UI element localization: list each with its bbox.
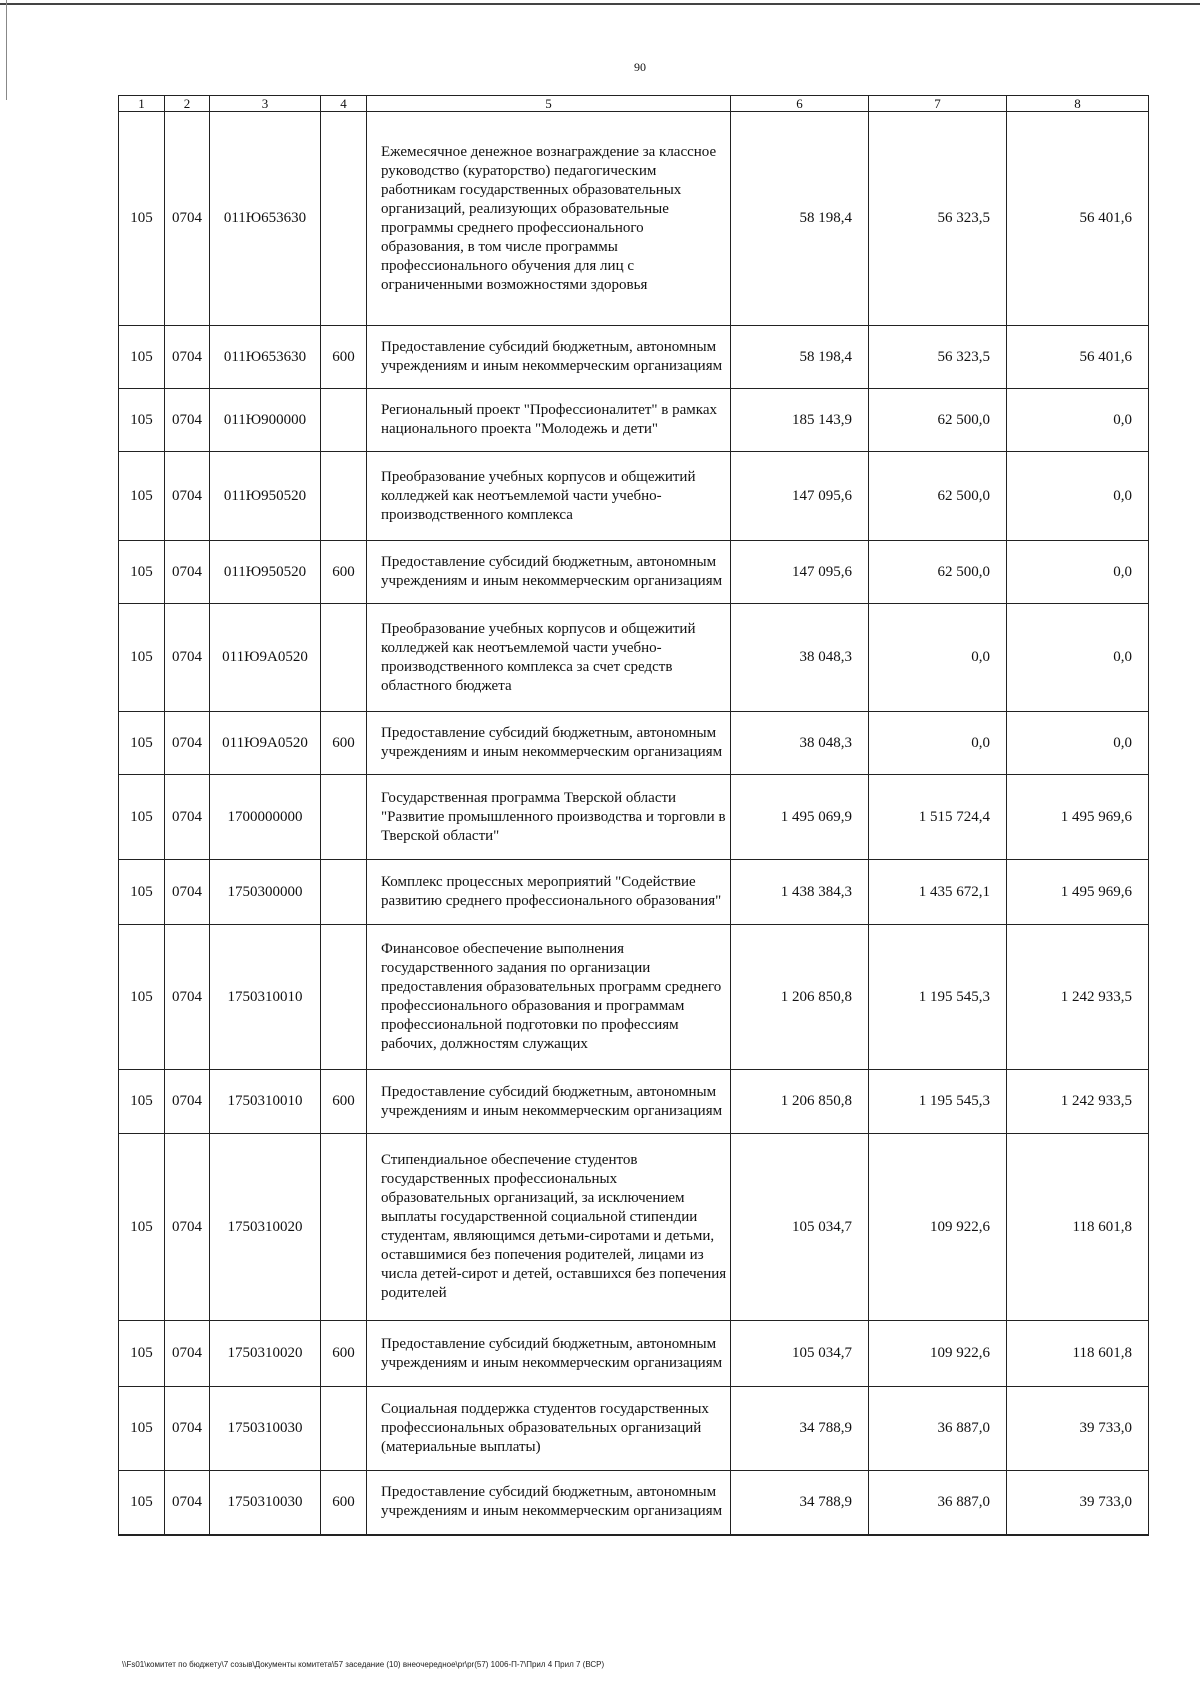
table-row [119,112,1149,326]
table-row [119,925,1149,1070]
cell-target-article: 011Ю950520 [210,452,321,541]
cell-amount-7: 109 922,6 [869,1321,1007,1387]
cell-amount-6: 185 143,9 [731,389,869,452]
cell-amount-8: 0,0 [1007,712,1149,775]
cell-amount-7: 62 500,0 [869,541,1007,604]
cell-amount-8: 1 495 969,6 [1007,860,1149,925]
cell-code: 105 [119,1134,165,1321]
column-header: 6 [731,96,869,112]
cell-section: 0704 [165,775,210,860]
cell-amount-6: 147 095,6 [731,452,869,541]
footer-file-path: \\Fs01\комитет по бюджету\7 созыв\Документы комитета\57 заседание (10) внеочередное\pr\pr(57) 1006-П-7\Прил 4 Прил 7 (ВСР) [122,1660,605,1669]
cell-expense-type: 600 [321,712,367,775]
page-number: 90 [634,60,646,74]
cell-expense-type [321,389,367,452]
cell-section: 0704 [165,326,210,389]
cell-amount-8: 1 495 969,6 [1007,775,1149,860]
cell-amount-7: 1 515 724,4 [869,775,1007,860]
cell-code: 105 [119,389,165,452]
cell-expense-type: 600 [321,1471,367,1535]
cell-amount-7: 109 922,6 [869,1134,1007,1321]
cell-expense-type: 600 [321,541,367,604]
cell-code: 105 [119,712,165,775]
cell-target-article: 1750310030 [210,1387,321,1471]
cell-amount-6: 105 034,7 [731,1321,869,1387]
table-row [119,712,1149,775]
column-header: 5 [367,96,731,112]
cell-code: 105 [119,604,165,712]
table-row [119,1134,1149,1321]
table-row [119,1471,1149,1535]
table-row [119,1070,1149,1134]
cell-code: 105 [119,326,165,389]
cell-amount-6: 105 034,7 [731,1134,869,1321]
cell-expense-type [321,452,367,541]
cell-amount-6: 1 206 850,8 [731,925,869,1070]
cell-amount-8: 56 401,6 [1007,326,1149,389]
cell-amount-8: 39 733,0 [1007,1387,1149,1471]
top-border-line [0,3,1200,5]
cell-section: 0704 [165,925,210,1070]
cell-amount-6: 34 788,9 [731,1471,869,1535]
cell-amount-7: 1 195 545,3 [869,1070,1007,1134]
column-header: 3 [210,96,321,112]
cell-code: 105 [119,1321,165,1387]
cell-amount-6: 58 198,4 [731,326,869,389]
cell-amount-6: 1 438 384,3 [731,860,869,925]
left-border-line [6,0,7,100]
cell-code: 105 [119,452,165,541]
table-row [119,1321,1149,1387]
cell-description: Финансовое обеспечение выполнения государственного задания по организации предоставления образовательных программ среднего профессионального образования и программам профессиональной подготовки по профессиям рабочих, должностям служащих [367,925,731,1070]
cell-amount-7: 0,0 [869,712,1007,775]
cell-amount-8: 1 242 933,5 [1007,1070,1149,1134]
cell-code: 105 [119,860,165,925]
column-header: 8 [1007,96,1149,112]
cell-section: 0704 [165,541,210,604]
cell-section: 0704 [165,604,210,712]
table-row [119,860,1149,925]
cell-amount-8: 1 242 933,5 [1007,925,1149,1070]
cell-target-article: 1750300000 [210,860,321,925]
cell-code: 105 [119,541,165,604]
cell-section: 0704 [165,712,210,775]
table-row [119,541,1149,604]
cell-section: 0704 [165,389,210,452]
cell-code: 105 [119,1387,165,1471]
cell-description: Ежемесячное денежное вознаграждение за классное руководство (кураторство) педагогическим работникам государственных образовательных организаций, реализующих образовательные программы среднего профессионального образования, в том числе программы профессионального обучения для лиц с ограниченными возможностями здоровья [367,112,731,326]
cell-target-article: 1750310020 [210,1134,321,1321]
cell-expense-type [321,775,367,860]
cell-amount-8: 56 401,6 [1007,112,1149,326]
cell-target-article: 011Ю9А0520 [210,712,321,775]
cell-target-article: 1750310020 [210,1321,321,1387]
cell-description: Государственная программа Тверской области "Развитие промышленного производства и торговли в Тверской области" [367,775,731,860]
table-row [119,389,1149,452]
column-header: 2 [165,96,210,112]
cell-expense-type [321,860,367,925]
cell-target-article: 011Ю950520 [210,541,321,604]
cell-description: Стипендиальное обеспечение студентов государственных профессиональных образовательных организаций, за исключением выплаты государственной социальной стипендии студентам, являющимся детьми-сиротами и детьми, оставшимися без попечения родителей, лицами из числа детей-сирот и детей, оставшихся без попечения родителей [367,1134,731,1321]
cell-amount-8: 0,0 [1007,541,1149,604]
cell-expense-type [321,1387,367,1471]
cell-section: 0704 [165,1321,210,1387]
cell-amount-7: 1 195 545,3 [869,925,1007,1070]
column-header: 4 [321,96,367,112]
column-header: 7 [869,96,1007,112]
cell-target-article: 011Ю9А0520 [210,604,321,712]
cell-description: Предоставление субсидий бюджетным, автономным учреждениям и иным некоммерческим организациям [367,1321,731,1387]
cell-target-article: 011Ю653630 [210,112,321,326]
cell-amount-6: 38 048,3 [731,712,869,775]
cell-target-article: 1750310030 [210,1471,321,1535]
cell-amount-8: 0,0 [1007,389,1149,452]
cell-amount-7: 1 435 672,1 [869,860,1007,925]
cell-description: Комплекс процессных мероприятий "Содействие развитию среднего профессионального образования" [367,860,731,925]
cell-amount-8: 0,0 [1007,452,1149,541]
table-row [119,326,1149,389]
cell-amount-6: 38 048,3 [731,604,869,712]
cell-code: 105 [119,1070,165,1134]
cell-amount-6: 147 095,6 [731,541,869,604]
cell-description: Предоставление субсидий бюджетным, автономным учреждениям и иным некоммерческим организациям [367,1471,731,1535]
cell-amount-7: 56 323,5 [869,112,1007,326]
cell-code: 105 [119,775,165,860]
cell-description: Преобразование учебных корпусов и общежитий колледжей как неотъемлемой части учебно-производственного комплекса за счет средств областного бюджета [367,604,731,712]
cell-section: 0704 [165,860,210,925]
table-row [119,452,1149,541]
table-row [119,775,1149,860]
cell-description: Предоставление субсидий бюджетным, автономным учреждениям и иным некоммерческим организациям [367,541,731,604]
cell-amount-7: 0,0 [869,604,1007,712]
cell-amount-6: 58 198,4 [731,112,869,326]
cell-amount-7: 36 887,0 [869,1387,1007,1471]
cell-target-article: 011Ю653630 [210,326,321,389]
cell-expense-type: 600 [321,1070,367,1134]
cell-expense-type [321,604,367,712]
cell-expense-type [321,925,367,1070]
cell-amount-7: 56 323,5 [869,326,1007,389]
cell-amount-6: 1 206 850,8 [731,1070,869,1134]
cell-section: 0704 [165,112,210,326]
cell-expense-type: 600 [321,1321,367,1387]
cell-amount-7: 62 500,0 [869,452,1007,541]
cell-expense-type [321,1134,367,1321]
table-header-row [119,96,1149,112]
cell-amount-8: 118 601,8 [1007,1321,1149,1387]
table-row [119,1387,1149,1471]
cell-expense-type: 600 [321,326,367,389]
cell-section: 0704 [165,452,210,541]
cell-amount-7: 36 887,0 [869,1471,1007,1535]
budget-table [118,95,1149,1536]
cell-section: 0704 [165,1134,210,1321]
cell-amount-6: 1 495 069,9 [731,775,869,860]
cell-description: Социальная поддержка студентов государственных профессиональных образовательных организаций (материальные выплаты) [367,1387,731,1471]
cell-description: Преобразование учебных корпусов и общежитий колледжей как неотъемлемой части учебно-производственного комплекса [367,452,731,541]
cell-expense-type [321,112,367,326]
cell-code: 105 [119,1471,165,1535]
cell-target-article: 1700000000 [210,775,321,860]
cell-code: 105 [119,925,165,1070]
cell-amount-8: 39 733,0 [1007,1471,1149,1535]
cell-description: Предоставление субсидий бюджетным, автономным учреждениям и иным некоммерческим организациям [367,326,731,389]
cell-description: Региональный проект "Профессионалитет" в рамках национального проекта "Молодежь и дети" [367,389,731,452]
cell-section: 0704 [165,1471,210,1535]
column-header: 1 [119,96,165,112]
cell-amount-8: 0,0 [1007,604,1149,712]
cell-target-article: 1750310010 [210,1070,321,1134]
cell-description: Предоставление субсидий бюджетным, автономным учреждениям и иным некоммерческим организациям [367,712,731,775]
cell-description: Предоставление субсидий бюджетным, автономным учреждениям и иным некоммерческим организациям [367,1070,731,1134]
cell-target-article: 1750310010 [210,925,321,1070]
cell-amount-7: 62 500,0 [869,389,1007,452]
cell-target-article: 011Ю900000 [210,389,321,452]
cell-amount-8: 118 601,8 [1007,1134,1149,1321]
cell-section: 0704 [165,1070,210,1134]
cell-section: 0704 [165,1387,210,1471]
cell-amount-6: 34 788,9 [731,1387,869,1471]
table-row [119,604,1149,712]
cell-code: 105 [119,112,165,326]
